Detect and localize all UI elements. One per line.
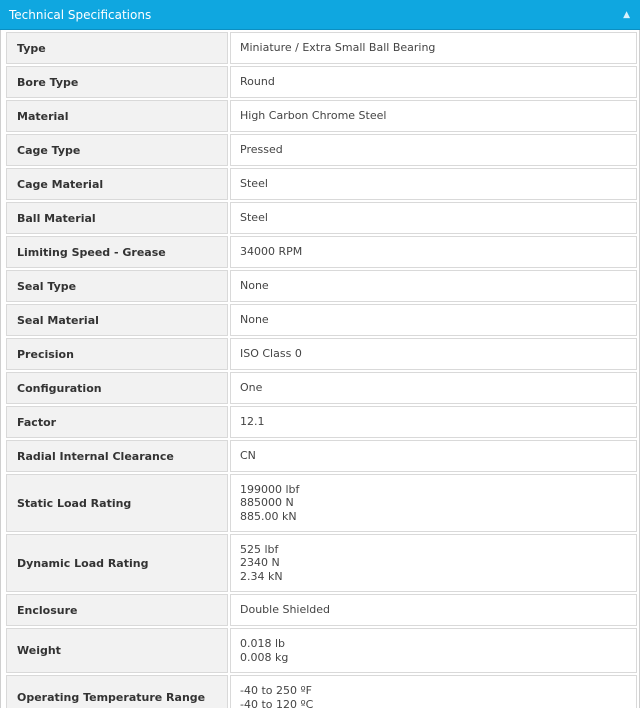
spec-value-line: CN xyxy=(240,449,256,463)
spec-value-line: None xyxy=(240,279,269,293)
spec-label: Cage Material xyxy=(6,168,228,200)
spec-label: Cage Type xyxy=(6,134,228,166)
spec-value-line: 2340 N xyxy=(240,556,280,570)
spec-row xyxy=(6,594,637,626)
spec-label: Material xyxy=(6,100,228,132)
panel-header[interactable] xyxy=(0,0,640,30)
spec-row xyxy=(6,406,637,438)
spec-value-line: 34000 RPM xyxy=(240,245,303,259)
spec-value-line: 885.00 kN xyxy=(240,509,297,523)
spec-value xyxy=(230,32,637,64)
spec-value xyxy=(230,534,637,592)
panel-title: Technical Specifications xyxy=(9,7,152,22)
spec-value-line: High Carbon Chrome Steel xyxy=(240,109,387,123)
spec-row xyxy=(6,236,637,268)
spec-value xyxy=(230,100,637,132)
spec-row xyxy=(6,134,637,166)
spec-value-line: Round xyxy=(240,75,275,89)
spec-value-line: 885000 N xyxy=(240,496,294,510)
spec-value-line: One xyxy=(240,381,263,395)
spec-value-line: Pressed xyxy=(240,143,283,157)
spec-value-line: ISO Class 0 xyxy=(240,347,302,361)
spec-row xyxy=(6,440,637,472)
spec-value xyxy=(230,202,637,234)
spec-row xyxy=(6,270,637,302)
spec-label: Type xyxy=(6,32,228,64)
spec-value xyxy=(230,474,637,532)
spec-value xyxy=(230,66,637,98)
spec-row xyxy=(6,534,637,592)
spec-row xyxy=(6,32,637,64)
spec-row xyxy=(6,202,637,234)
spec-value-line: 199000 lbf xyxy=(240,482,300,496)
spec-value-line: 2.34 kN xyxy=(240,569,283,583)
spec-label: Enclosure xyxy=(6,594,228,626)
spec-value-line: Miniature / Extra Small Ball Bearing xyxy=(240,41,436,55)
spec-label: Configuration xyxy=(6,372,228,404)
spec-label: Radial Internal Clearance xyxy=(6,440,228,472)
spec-label: Precision xyxy=(6,338,228,370)
spec-value xyxy=(230,628,637,673)
spec-label: Dynamic Load Rating xyxy=(6,534,228,592)
spec-value xyxy=(230,594,637,626)
spec-value xyxy=(230,675,637,708)
spec-value xyxy=(230,236,637,268)
spec-row xyxy=(6,100,637,132)
spec-label: Limiting Speed - Grease xyxy=(6,236,228,268)
spec-label: Seal Type xyxy=(6,270,228,302)
spec-value xyxy=(230,168,637,200)
spec-row xyxy=(6,474,637,532)
spec-value-line: Double Shielded xyxy=(240,603,331,617)
spec-value-line: None xyxy=(240,313,269,327)
spec-label: Operating Temperature Range xyxy=(6,675,228,708)
spec-label: Weight xyxy=(6,628,228,673)
spec-value-line: 525 lbf xyxy=(240,542,279,556)
spec-value xyxy=(230,270,637,302)
spec-row xyxy=(6,168,637,200)
spec-value-line: -40 to 250 ºF xyxy=(240,684,313,697)
spec-value-line: 0.008 kg xyxy=(240,650,289,664)
spec-value xyxy=(230,406,637,438)
spec-label: Ball Material xyxy=(6,202,228,234)
spec-row xyxy=(6,372,637,404)
spec-row xyxy=(6,304,637,336)
spec-row xyxy=(6,338,637,370)
spec-table xyxy=(0,30,640,708)
spec-value-line: Steel xyxy=(240,211,268,225)
spec-value-line: -40 to 120 ºC xyxy=(240,697,314,708)
spec-value xyxy=(230,304,637,336)
spec-value xyxy=(230,440,637,472)
spec-value xyxy=(230,134,637,166)
spec-label: Factor xyxy=(6,406,228,438)
collapse-icon[interactable]: ▲ xyxy=(623,9,630,20)
spec-row xyxy=(6,66,637,98)
spec-value xyxy=(230,372,637,404)
spec-label: Bore Type xyxy=(6,66,228,98)
spec-value xyxy=(230,338,637,370)
spec-label: Static Load Rating xyxy=(6,474,228,532)
spec-value-line: Steel xyxy=(240,177,268,191)
spec-row xyxy=(6,675,637,708)
spec-value-line: 0.018 lb xyxy=(240,637,286,650)
spec-value-line: 12.1 xyxy=(240,415,265,429)
spec-label: Seal Material xyxy=(6,304,228,336)
spec-row xyxy=(6,628,637,673)
